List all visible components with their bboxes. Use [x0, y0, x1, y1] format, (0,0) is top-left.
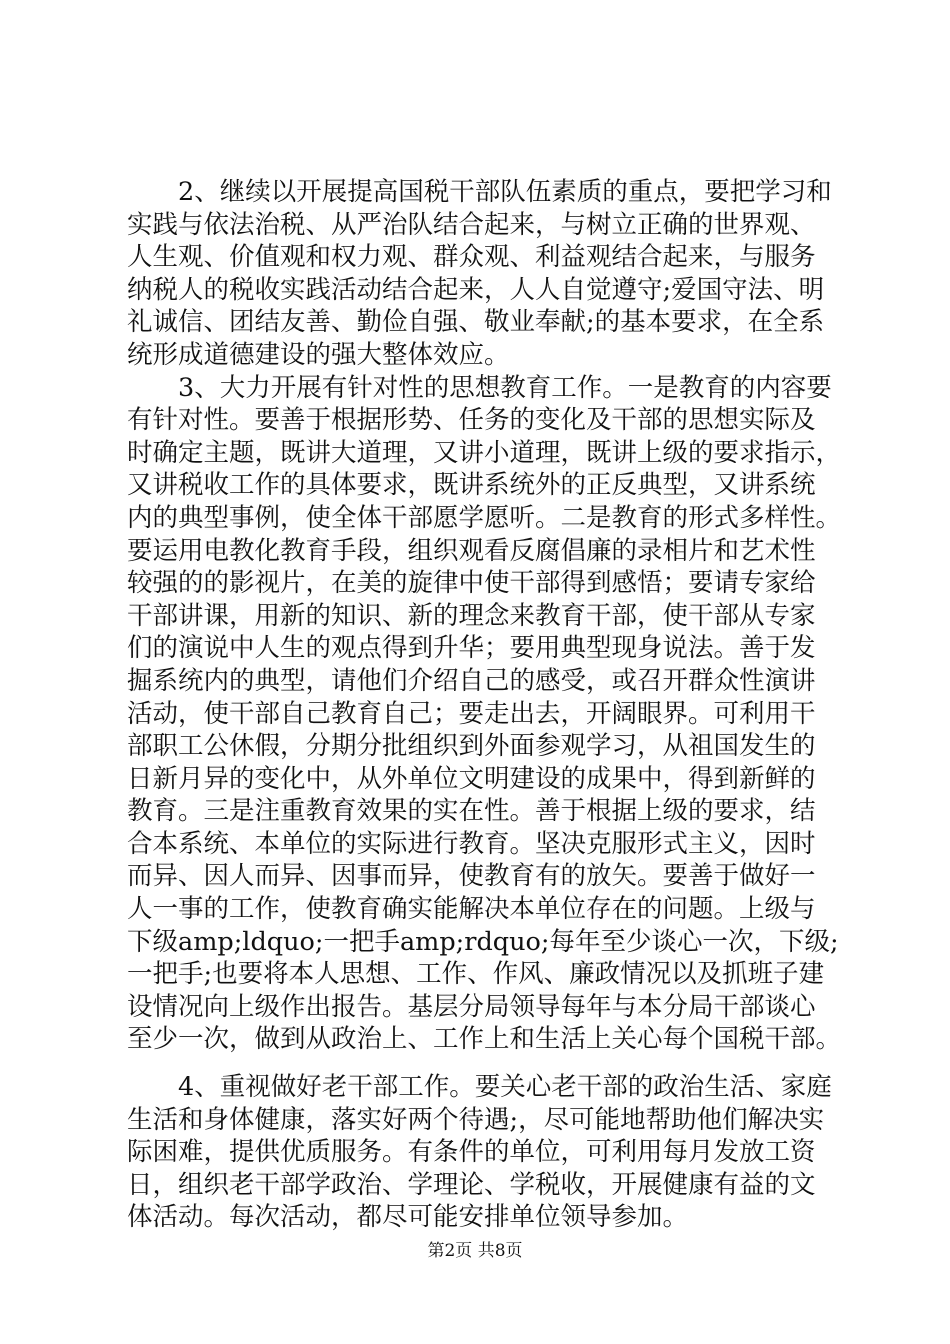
- text-line: 一把手;也要将本人思想、工作、作风、廉政情况以及抓班子建: [127, 959, 825, 990]
- text-line: 纳税人的税收实践活动结合起来，人人自觉遵守;爱国守法、明: [127, 274, 825, 305]
- text-line: 内的典型事例，使全体干部愿学愿听。二是教育的形式多样性。: [127, 502, 842, 533]
- text-line: 4、重视做好老干部工作。要关心老干部的政治生活、家庭: [127, 1072, 832, 1103]
- page-footer: 第2页 共8页: [427, 1241, 523, 1261]
- text-line: 有针对性。要善于根据形势、任务的变化及干部的思想实际及: [127, 405, 816, 436]
- text-line: 教育。三是注重教育效果的实在性。善于根据上级的要求，结: [127, 796, 816, 827]
- text-line: 下级amp;ldquo;一把手amp;rdquo;每年至少谈心一次，下级;: [127, 926, 839, 957]
- text-line: 3、大力开展有针对性的思想教育工作。一是教育的内容要: [127, 372, 832, 403]
- text-line: 设情况向上级作出报告。基层分局领导每年与本分局干部谈心: [127, 991, 816, 1022]
- text-line: 统形成道德建设的强大整体效应。: [127, 339, 510, 370]
- document-body: [127, 176, 842, 1234]
- text-line: 合本系统、本单位的实际进行教育。坚决克服形式主义，因时: [127, 828, 816, 859]
- text-line: 至少一次，做到从政治上、工作上和生活上关心每个国税干部。: [127, 1024, 842, 1055]
- paragraph-gap: [127, 1056, 837, 1071]
- text-line: 际困难，提供优质服务。有条件的单位，可利用每月发放工资: [127, 1137, 816, 1168]
- text-line: 活动，使干部自己教育自己；要走出去，开阔眼界。可利用干: [127, 698, 816, 729]
- text-line: 生活和身体健康，落实好两个待遇;，尽可能地帮助他们解决实: [127, 1104, 825, 1135]
- text-line: 人生观、价值观和权力观、群众观、利益观结合起来，与服务: [127, 242, 816, 273]
- text-line: 较强的的影视片，在美的旋律中使干部得到感悟；要请专家给: [127, 568, 816, 599]
- text-line: 日新月异的变化中，从外单位文明建设的成果中，得到新鲜的: [127, 763, 816, 794]
- text-line: 要运用电教化教育手段，组织观看反腐倡廉的录相片和艺术性: [127, 535, 816, 566]
- text-line: 干部讲课，用新的知识、新的理念来教育干部，使干部从专家: [127, 600, 816, 631]
- text-line: 部职工公休假，分期分批组织到外面参观学习，从祖国发生的: [127, 731, 816, 762]
- text-line: 们的演说中人生的观点得到升华；要用典型现身说法。善于发: [127, 633, 816, 664]
- text-line: 2、继续以开展提高国税干部队伍素质的重点，要把学习和: [127, 177, 832, 207]
- text-line: 礼诚信、团结友善、勤俭自强、敬业奉献;的基本要求，在全系: [127, 307, 825, 338]
- text-line: 时确定主题，既讲大道理，又讲小道理，既讲上级的要求指示，: [127, 437, 842, 468]
- text-line: 实践与依法治税、从严治队结合起来，与树立正确的世界观、: [127, 209, 816, 240]
- text-line: 掘系统内的典型，请他们介绍自己的感受，或召开群众性演讲: [127, 665, 816, 696]
- text-line: 日，组织老干部学政治、学理论、学税收，开展健康有益的文: [127, 1169, 816, 1200]
- text-line: 人一事的工作，使教育确实能解决本单位存在的问题。上级与: [127, 894, 816, 925]
- text-line: 体活动。每次活动，都尽可能安排单位领导参加。: [127, 1202, 689, 1233]
- text-line: 又讲税收工作的具体要求，既讲系统外的正反典型，又讲系统: [127, 470, 816, 501]
- text-line: 而异、因人而异、因事而异，使教育有的放矢。要善于做好一: [127, 861, 816, 892]
